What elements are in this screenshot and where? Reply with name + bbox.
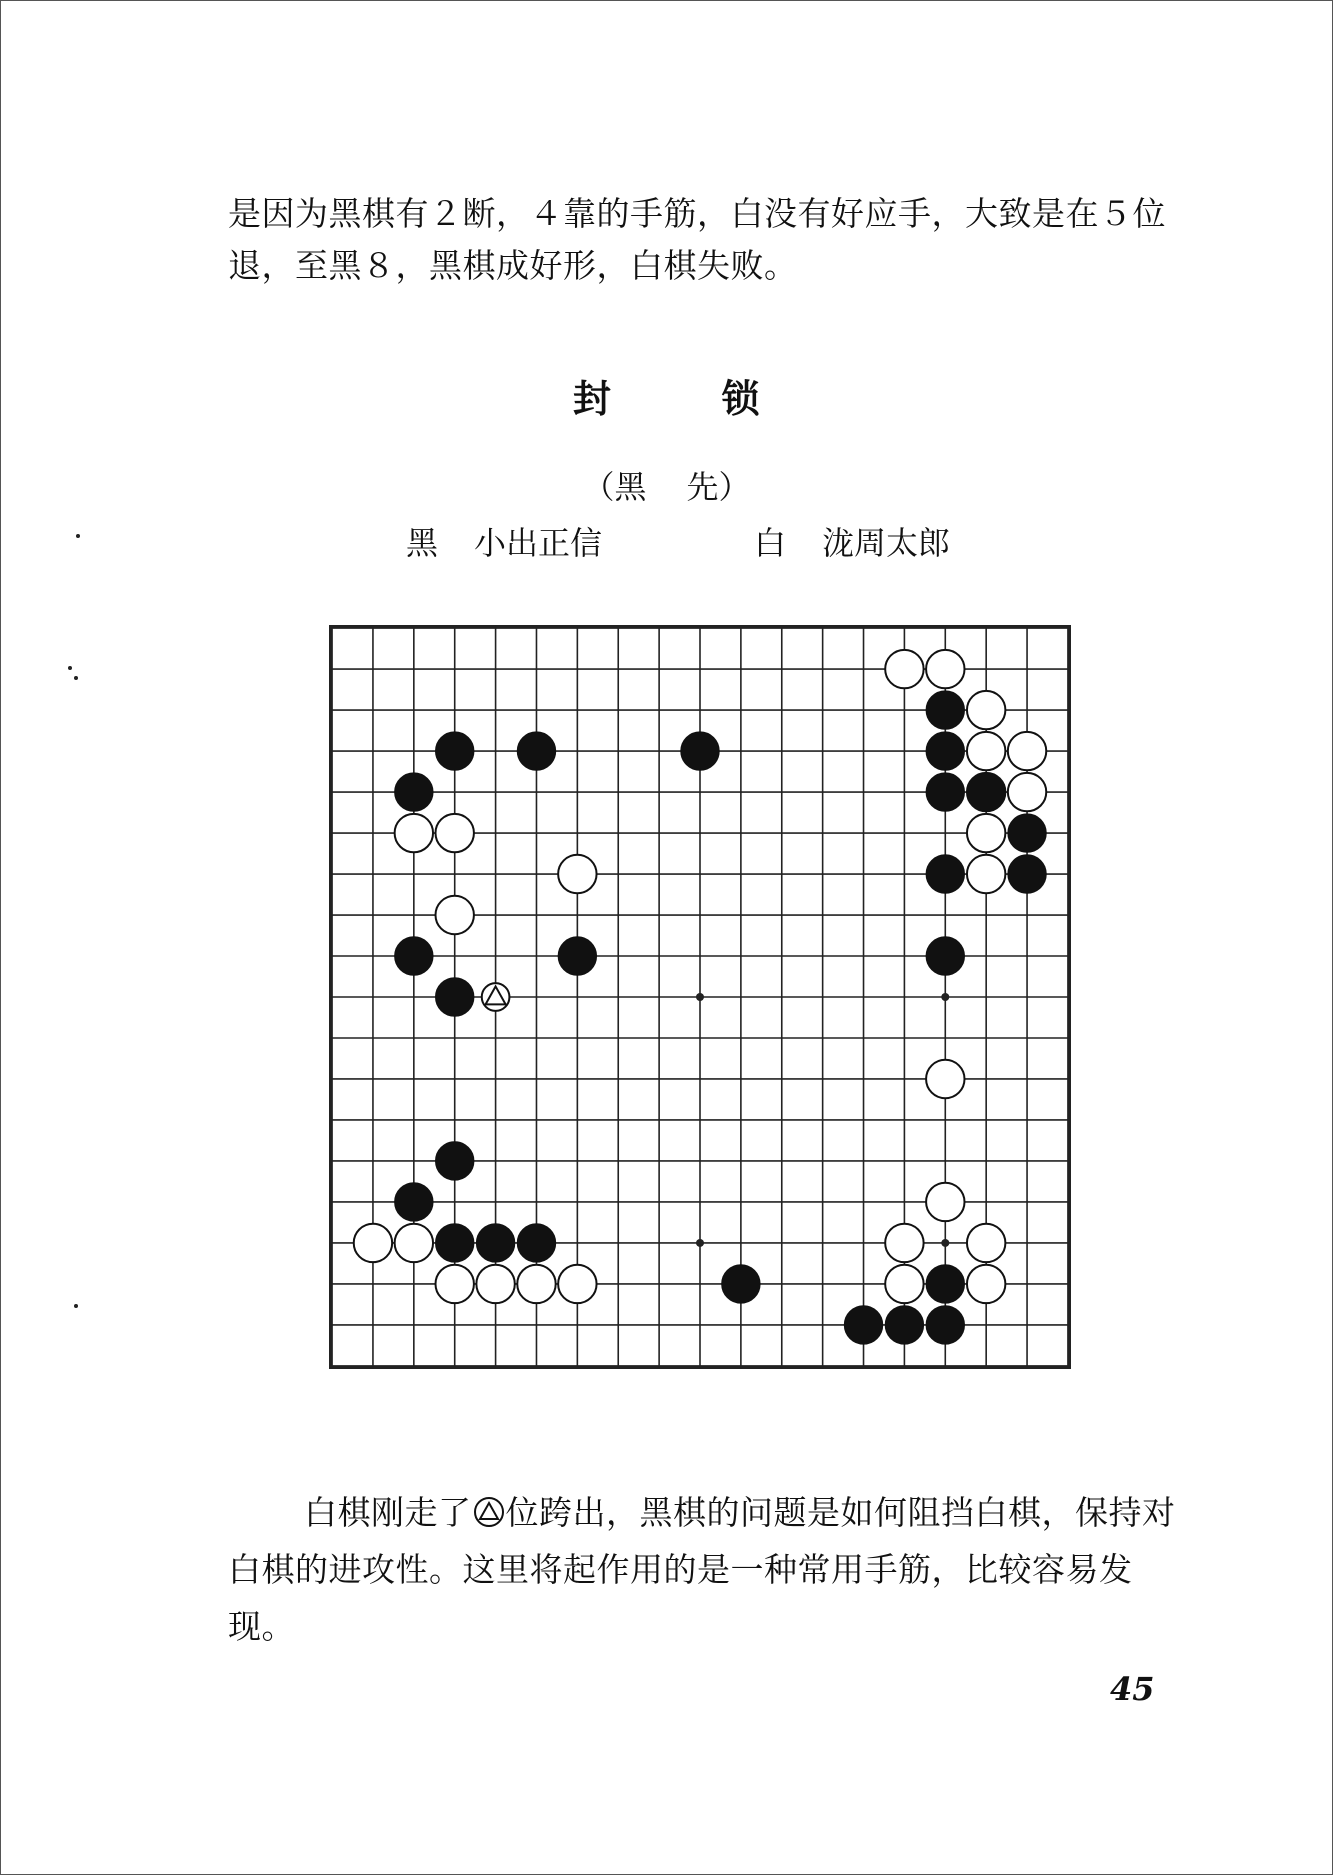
white-stone [926, 650, 964, 688]
subtitle-close: 先） [686, 468, 751, 506]
black-stone [1008, 855, 1046, 893]
white-stone [967, 691, 1005, 729]
white-stone [558, 855, 596, 893]
bottom-text-before: 白棋刚走了 [304, 1493, 472, 1532]
subtitle [0, 462, 1333, 508]
black-stone [926, 732, 964, 770]
scan-speck [74, 676, 78, 680]
black-stone [681, 732, 719, 770]
white-stone [435, 1265, 473, 1303]
star-point [696, 1239, 704, 1247]
black-stone [926, 937, 964, 975]
black-stone [885, 1306, 923, 1344]
white-stone [435, 814, 473, 852]
white-stone [395, 814, 433, 852]
star-point [941, 993, 949, 1001]
black-stone [476, 1224, 514, 1262]
black-stone [395, 773, 433, 811]
black-stone [1008, 814, 1046, 852]
star-point [941, 1239, 949, 1247]
black-stone [435, 1142, 473, 1180]
white-stone [354, 1224, 392, 1262]
white-stone [435, 896, 473, 934]
black-stone [926, 691, 964, 729]
top-paragraph: 是因为黑棋有２断，４靠的手筋，白没有好应手，大致是在５位退，至黑８，黑棋成好形，白棋失败。 [228, 194, 1166, 285]
bottom-paragraph [228, 1484, 1188, 1655]
black-stone [435, 732, 473, 770]
scan-speck [76, 534, 80, 538]
bottom-text-after: 位跨出，黑棋的问题是如何阻挡白棋，保持对白棋的进攻性。这里将起作用的是一种常用手筋，比较容易发现。 [228, 1493, 1176, 1646]
white-stone [967, 855, 1005, 893]
white-stone [967, 814, 1005, 852]
page-number: 45 [1110, 1670, 1155, 1708]
black-player-name: 小出正信 [474, 524, 603, 562]
players-line [406, 518, 950, 564]
white-stone [517, 1265, 555, 1303]
black-stone [926, 773, 964, 811]
subtitle-open: （黑 [582, 468, 647, 506]
black-stone [926, 1306, 964, 1344]
black-stone [517, 732, 555, 770]
black-stone [435, 1224, 473, 1262]
title-char-1: 封 [572, 377, 612, 421]
white-stone [1008, 773, 1046, 811]
white-stone [885, 1265, 923, 1303]
white-player-name: 泷周太郎 [822, 524, 951, 562]
black-stone [926, 855, 964, 893]
white-stone [885, 1224, 923, 1262]
black-stone [558, 937, 596, 975]
star-point [696, 993, 704, 1001]
title-char-2: 锁 [721, 377, 761, 421]
white-stone [967, 732, 1005, 770]
white-stone [926, 1183, 964, 1221]
white-role: 白 [754, 524, 787, 562]
white-stone [967, 1224, 1005, 1262]
black-stone [926, 1265, 964, 1303]
black-stone [517, 1224, 555, 1262]
black-stone [844, 1306, 882, 1344]
white-stone [885, 650, 923, 688]
black-stone [395, 1183, 433, 1221]
go-board [329, 625, 1071, 1369]
scan-speck [68, 666, 72, 670]
white-stone [395, 1224, 433, 1262]
white-stone [476, 1265, 514, 1303]
section-title [0, 368, 1333, 423]
black-role: 黑 [406, 524, 439, 562]
black-stone [395, 937, 433, 975]
scan-speck [74, 1304, 78, 1308]
white-stone [558, 1265, 596, 1303]
black-stone [722, 1265, 760, 1303]
white-stone [967, 1265, 1005, 1303]
marked-white-stone-icon [474, 1497, 504, 1527]
black-stone [435, 978, 473, 1016]
white-stone [1008, 732, 1046, 770]
go-board-diagram [329, 625, 1071, 1369]
black-stone [967, 773, 1005, 811]
white-stone [926, 1060, 964, 1098]
